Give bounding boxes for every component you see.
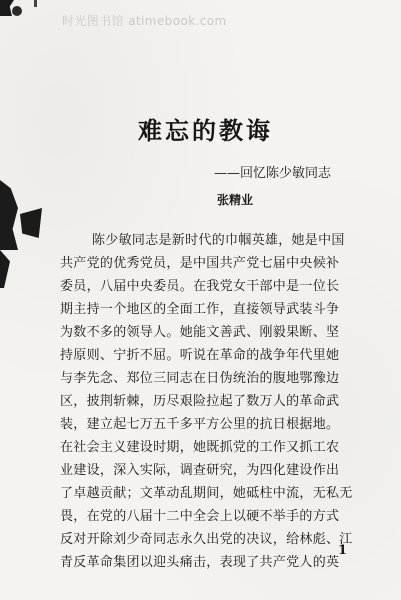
body-line: 在社会主义建设时期，她既抓党的工作又抓工农 (60, 440, 340, 455)
watermark: 时光图书馆 atimebook.com (62, 14, 227, 28)
body-line: 畏，在党的八届十二中全会上以硬不举手的方式 (60, 509, 340, 524)
body-line: 为数不多的领导人。她能文善武、刚毅果断、坚 (60, 325, 340, 340)
body-line: 与李先念、郑位三同志在日伪统治的腹地鄂豫边 (60, 371, 340, 386)
body-line: 了卓越贡献；文革动乱期间，她砥柱中流，无私无 (60, 486, 353, 501)
body-line: 青反革命集团以迎头痛击，表现了共产党人的英 (60, 555, 340, 570)
body-line: 业建设，深入实际，调查研究，为四化建设作出 (60, 463, 340, 478)
body-line: 共产党的优秀党员，是中国共产党七届中央候补 (60, 256, 340, 271)
article-author: 张精业 (217, 193, 254, 207)
body-line: 反对开除刘少奇同志永久出党的决议，给林彪、江 (60, 532, 353, 547)
article-title: 难忘的教诲 (138, 116, 273, 145)
body-line: 委员，八届中央委员。在我党女干部中是一位长 (60, 279, 340, 294)
article-subtitle: ——回忆陈少敏同志 (214, 166, 332, 181)
page-number: 1 (338, 543, 348, 558)
body-line: 区，披荆斩棘，历尽艰险拉起了数万人的革命武 (60, 394, 340, 409)
body-line: 持原则、宁折不屈。听说在革命的战争年代里她 (60, 348, 340, 363)
body-line: 装，建立起七万五千多平方公里的抗日根据地。 (60, 417, 340, 432)
body-line: 期主持一个地区的全面工作，直接领导武装斗争 (60, 302, 340, 317)
body-line: 陈少敏同志是新时代的巾帼英雄，她是中国 (92, 233, 345, 248)
